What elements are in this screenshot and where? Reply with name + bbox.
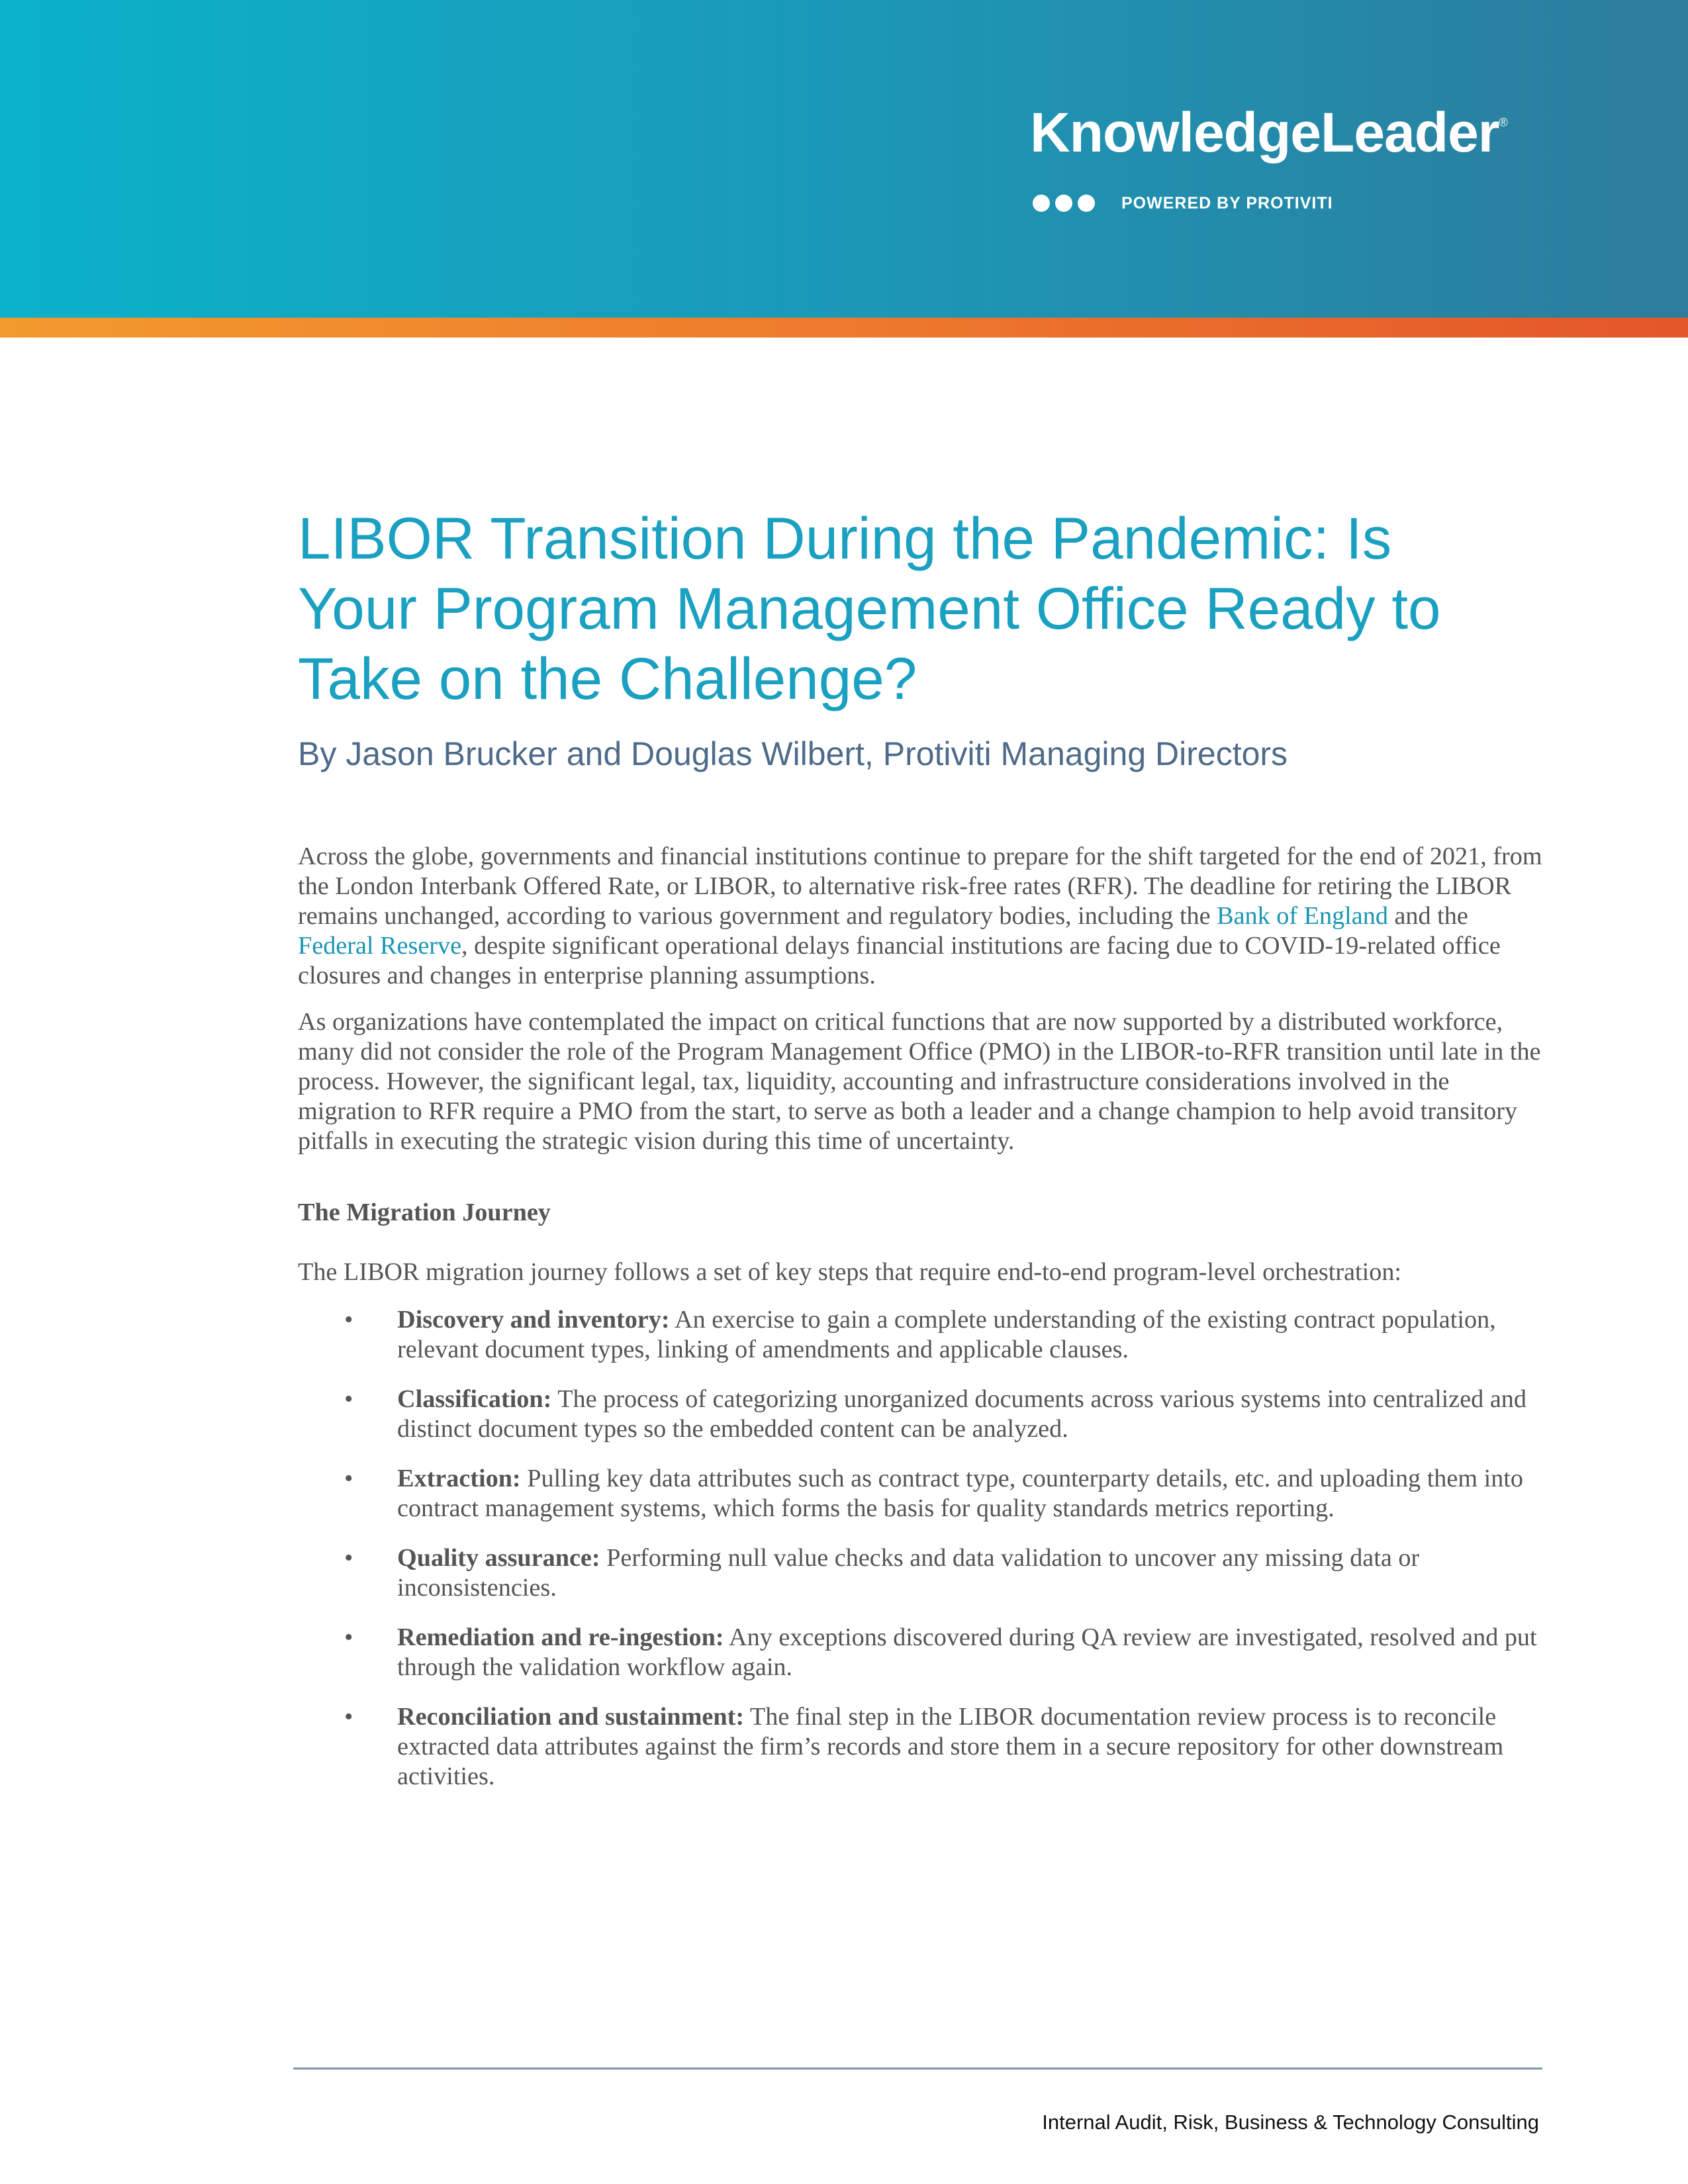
list-item [298,1702,1542,1792]
paragraph-intro [298,842,1542,991]
step-term: Extraction: [397,1465,521,1492]
bullet-icon: • [344,1465,353,1492]
section-intro: The LIBOR migration journey follows a set of key steps that require end-to-end program-level orchestration: [298,1258,1402,1286]
paragraph-intro-text: Across the globe, governments and financial institutions continue to prepare for the shift targeted for the end of 2021, from the London Interbank Offered Rate, or LIBOR, to alternative risk-free rates (RFR). The deadline for retiring the LIBOR remains unchanged, according to various government and regulatory bodies, including the [298,842,1542,930]
list-item [298,1385,1542,1444]
brand-dots-icon [1033,195,1095,212]
section-heading: The Migration Journey [298,1199,551,1226]
step-text: Performing null value checks and data validation to uncover any missing data or inconsistencies. [397,1544,1420,1602]
article-byline: By Jason Brucker and Douglas Wilbert, Protiviti Managing Directors [298,735,1288,772]
federal-reserve-link[interactable]: Federal Reserve [298,932,462,960]
bullet-icon: • [344,1306,353,1334]
footer-divider [293,2068,1542,2070]
step-text: The final step in the LIBOR documentation review process is to reconcile extracted data attributes against the firm’s records and store them in a secure repository for other downstream activities. [397,1703,1504,1790]
paragraph-intro-text: , despite significant operational delays financial institutions are facing due to COVID-19-related office closures and changes in enterprise planning assumptions. [298,932,1501,989]
bullet-icon: • [344,1385,353,1413]
list-item [298,1305,1542,1365]
article-title: LIBOR Transition During the Pandemic: Is Your Program Management Office Ready to Take on the Challenge? [298,505,1441,711]
bullet-icon: • [344,1544,353,1572]
bullet-icon: • [344,1623,353,1651]
list-item [298,1543,1542,1603]
list-item [298,1623,1542,1682]
brand-logo [1030,101,1507,163]
footer-tagline: Internal Audit, Risk, Business & Technology Consulting [1042,2111,1539,2134]
registered-mark: ® [1499,116,1507,129]
step-term: Quality assurance: [397,1544,600,1572]
step-term: Reconciliation and sustainment: [397,1703,745,1731]
dot-icon [1033,195,1050,212]
migration-steps-list [298,1305,1542,1792]
brand-tagline: POWERED BY PROTIVITI [1121,194,1333,212]
bullet-icon: • [344,1703,353,1731]
step-text: Any exceptions discovered during QA review are investigated, resolved and put through the validation workflow again. [397,1623,1537,1681]
bank-of-england-link[interactable]: Bank of England [1217,902,1388,930]
step-text: The process of categorizing unorganized documents across various systems into centralized and distinct document types so the embedded content can be analyzed. [397,1385,1526,1443]
dot-icon [1055,195,1072,212]
step-term: Discovery and inventory: [397,1306,670,1334]
step-text: An exercise to gain a complete understanding of the existing contract population, relevant document types, linking of amendments and applicable clauses. [397,1306,1496,1363]
brand-name: KnowledgeLeader [1030,101,1499,163]
header-banner [0,0,1688,318]
dot-icon [1078,195,1095,212]
paragraph-intro-text: and the [1387,902,1468,930]
header-accent-stripe [0,318,1688,338]
step-text: Pulling key data attributes such as contract type, counterparty details, etc. and uploading them into contract management systems, which forms the basis for quality standards metrics reporting. [397,1465,1524,1522]
step-term: Remediation and re-ingestion: [397,1623,724,1651]
list-item [298,1464,1542,1524]
paragraph-pmo: As organizations have contemplated the impact on critical functions that are now supported by a distributed workforce, many did not consider the role of the Program Management Office (PMO) in the LIBOR-to-RFR transition until late in the process. However, the significant legal, tax, liquidity, accounting and infrastructure considerations involved in the migration to RFR require a PMO from the start, to serve as both a leader and a change champion to help avoid transitory pitfalls in executing the strategic vision during this time of uncertainty. [298,1008,1541,1155]
step-term: Classification: [397,1385,552,1413]
article-body [298,842,1542,1811]
